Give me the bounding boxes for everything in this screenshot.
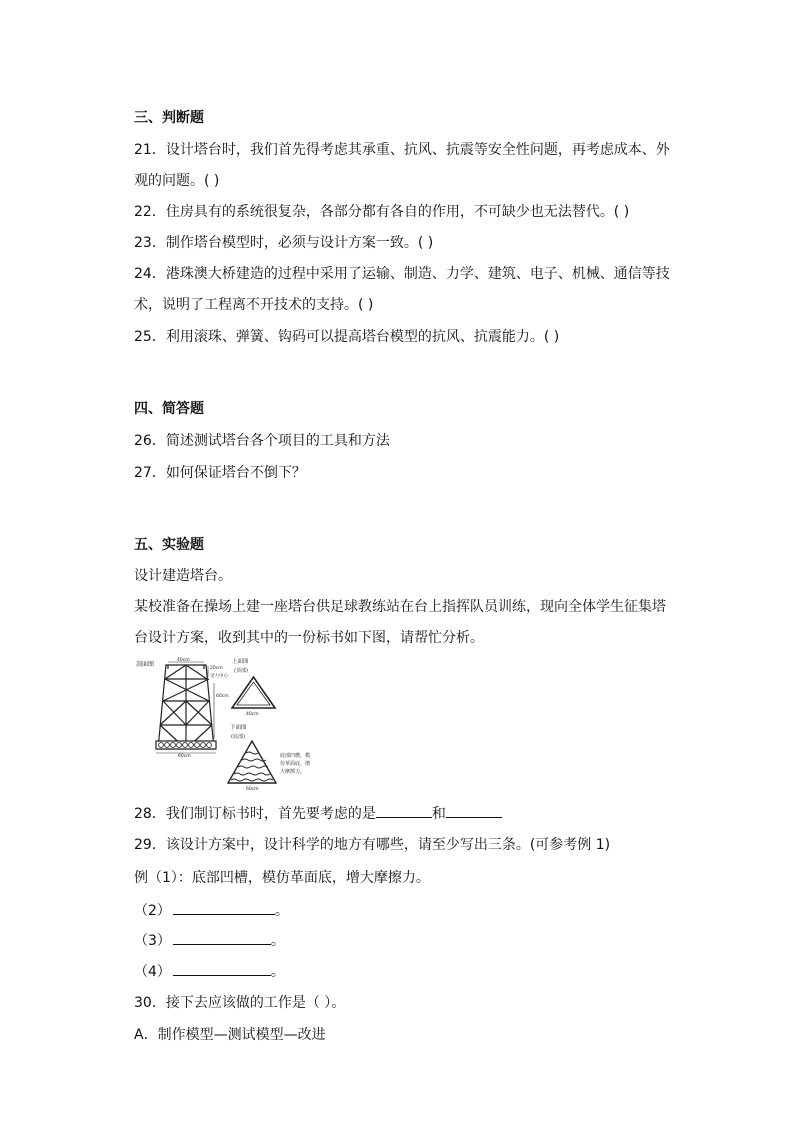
answer-blank-3[interactable] xyxy=(173,930,271,945)
question-24-line2: 术，说明了工程离不开技术的支持。( ) xyxy=(134,297,374,313)
top-view-dim: 40cm xyxy=(246,712,259,717)
answer-blank-4[interactable] xyxy=(173,961,271,976)
question-30: 30．接下去应该做的工作是（ ）。 xyxy=(134,995,346,1011)
answer-item-3 xyxy=(134,930,285,951)
dim-bottom-label: 60cm xyxy=(178,754,191,759)
center-note: 受力中心 xyxy=(210,674,228,679)
option-a: A．制作模型—测试模型—改进 xyxy=(134,1027,326,1043)
section5-heading: 五、实验题 xyxy=(134,537,204,553)
question-26: 26．简述测试塔台各个项目的工具和方法 xyxy=(134,433,390,449)
top-view-label: 上面图 xyxy=(232,659,249,665)
question-23: 23．制作塔台模型时，必须与设计方案一致。( ) xyxy=(134,235,434,251)
answer-blank-2[interactable] xyxy=(173,900,275,915)
front-view-label: 剖面图 xyxy=(136,661,155,668)
item-4-period: 。 xyxy=(270,964,285,980)
bottom-view-triangle xyxy=(228,741,276,783)
bottom-note-line1: 底部凹槽，模 xyxy=(280,753,311,759)
answer-item-4 xyxy=(134,961,285,982)
question-21-line1: 21．设计塔台时，我们首先得考虑其承重、抗风、抗震等安全性问题，再考虑成本、外 xyxy=(134,142,670,158)
dim-right-top-label: 20cm xyxy=(210,666,223,671)
item-3-period: 。 xyxy=(270,933,285,949)
question-28-prefix: 28．我们制订标书时，首先要考虑的是 xyxy=(134,806,376,822)
item-2-label: （2） xyxy=(134,903,171,919)
answer-blank-28a[interactable] xyxy=(376,803,432,818)
bottom-view-label: 下面图 xyxy=(230,725,247,731)
tower-front-view xyxy=(158,665,214,749)
answer-item-2 xyxy=(134,900,289,921)
question-24-line1: 24．港珠澳大桥建造的过程中采用了运输、制造、力学、建筑、电子、机械、通信等技 xyxy=(134,266,670,282)
question-27: 27．如何保证塔台不倒下？ xyxy=(134,465,306,481)
section4-heading: 四、简答题 xyxy=(134,401,204,417)
answer-blank-28b[interactable] xyxy=(446,803,502,818)
tower-design-drawing xyxy=(134,657,334,793)
question-28 xyxy=(134,803,502,824)
tower-design-figure xyxy=(134,657,334,793)
bottom-note-line3: 大摩擦力。 xyxy=(280,769,306,775)
dim-right-side-label: 60cm xyxy=(216,694,229,699)
experiment-intro-line2: 台设计方案，收到其中的一份标书如下图，请帮忙分析。 xyxy=(134,630,484,646)
item-3-label: （3） xyxy=(134,933,171,949)
example-1: 例（1）：底部凹槽，模仿革面底，增大摩擦力。 xyxy=(134,870,430,886)
section3-heading: 三、判断题 xyxy=(134,110,204,126)
question-25: 25．利用滚珠、弹簧、钩码可以提高塔台模型的抗风、抗震能力。( ) xyxy=(134,329,560,345)
bottom-note-line2: 仿革面底，增 xyxy=(280,761,311,767)
question-29: 29．该设计方案中，设计科学的地方有哪些，请至少写出三条。(可参考例 1) xyxy=(134,837,611,853)
question-21-line2: 观的问题。( ) xyxy=(134,173,220,189)
bottom-view-dim: 60cm xyxy=(246,787,259,792)
experiment-title: 设计建造塔台。 xyxy=(134,568,232,584)
item-4-label: （4） xyxy=(134,964,171,980)
bottom-view-sub: (底部) xyxy=(231,734,245,740)
base-rollers xyxy=(159,743,212,748)
question-22: 22．住房具有的系统很复杂，各部分都有各自的作用，不可缺少也无法替代。( ) xyxy=(134,204,630,220)
question-28-middle: 和 xyxy=(431,806,446,822)
dim-top-label: 40cm xyxy=(177,658,190,663)
top-view-sub: (顶部) xyxy=(234,668,248,674)
item-2-period: 。 xyxy=(274,903,289,919)
experiment-intro-line1: 某校准备在操场上建一座塔台供足球教练站在台上指挥队员训练，现向全体学生征集塔 xyxy=(134,599,666,615)
